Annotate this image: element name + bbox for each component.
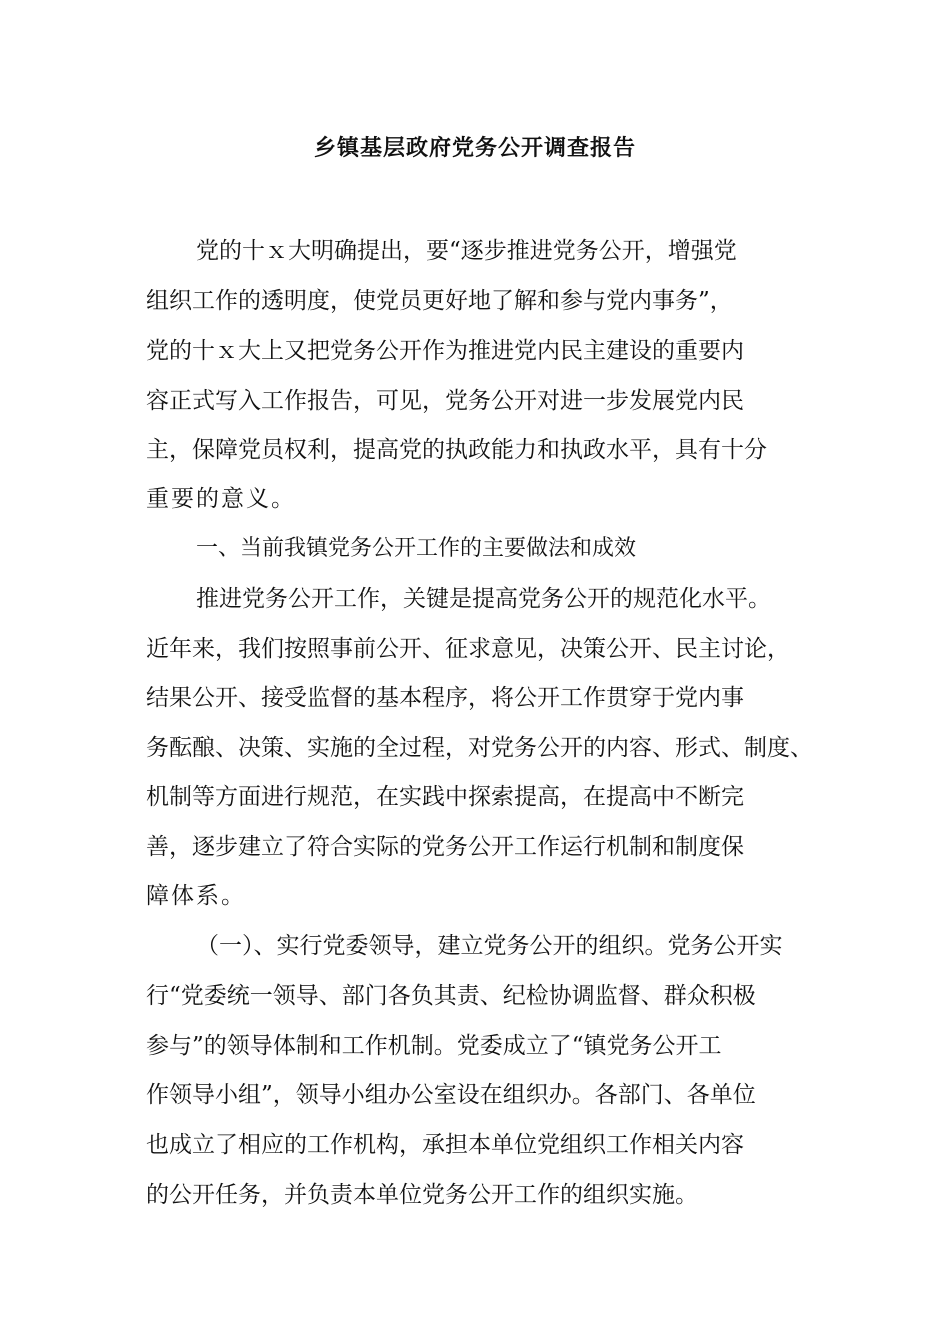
intro-line-5: 主，保障党员权利，提高党的执政能力和执政水平，具有十分 (146, 437, 767, 463)
intro-line-4: 容正式写入工作报告，可见，党务公开对进一步发展党内民 (146, 388, 744, 414)
section1-line-6: 善，逐步建立了符合实际的党务公开工作运行机制和制度保 (146, 834, 744, 860)
intro-line-3: 党的十ｘ大上又把党务公开作为推进党内民主建设的重要内 (146, 338, 744, 364)
subsection1-line-6: 的公开任务，并负责本单位党务公开工作的组织实施。 (146, 1182, 698, 1208)
section1-line-5: 机制等方面进行规范，在实践中探索提高，在提高中不断完 (146, 784, 744, 810)
subsection1-line-2: 行“党委统一领导、部门各负其责、纪检协调监督、群众积极 (146, 983, 756, 1009)
section1-line-7: 障体系。 (146, 883, 246, 909)
subsection1-line-3: 参与”的领导体制和工作机制。党委成立了“镇党务公开工 (146, 1033, 722, 1059)
intro-line-6: 重要的意义。 (146, 486, 296, 512)
intro-line-1: 党的十ｘ大明确提出，要“逐步推进党务公开，增强党 (196, 238, 737, 264)
intro-line-2: 组织工作的透明度，使党员更好地了解和参与党内事务”， (146, 288, 733, 314)
section-heading: 一、当前我镇党务公开工作的主要做法和成效 (196, 536, 637, 561)
subsection1-line-5: 也成立了相应的工作机构，承担本单位党组织工作相关内容 (146, 1132, 744, 1158)
section1-line-4: 务酝酿、决策、实施的全过程，对党务公开的内容、形式、制度、 (146, 735, 813, 761)
section1-line-2: 近年来，我们按照事前公开、征求意见，决策公开、民主讨论， (146, 636, 790, 662)
section1-line-1: 推进党务公开工作，关键是提高党务公开的规范化水平。 (196, 586, 771, 612)
document-title: 乡镇基层政府党务公开调查报告 (313, 136, 636, 161)
subsection1-line-1: （一）、实行党委领导，建立党务公开的组织。党务公开实 (196, 933, 783, 959)
section1-line-3: 结果公开、接受监督的基本程序，将公开工作贯穿于党内事 (146, 685, 744, 711)
subsection1-line-4: 作领导小组”，领导小组办公室设在组织办。各部门、各单位 (146, 1082, 756, 1108)
